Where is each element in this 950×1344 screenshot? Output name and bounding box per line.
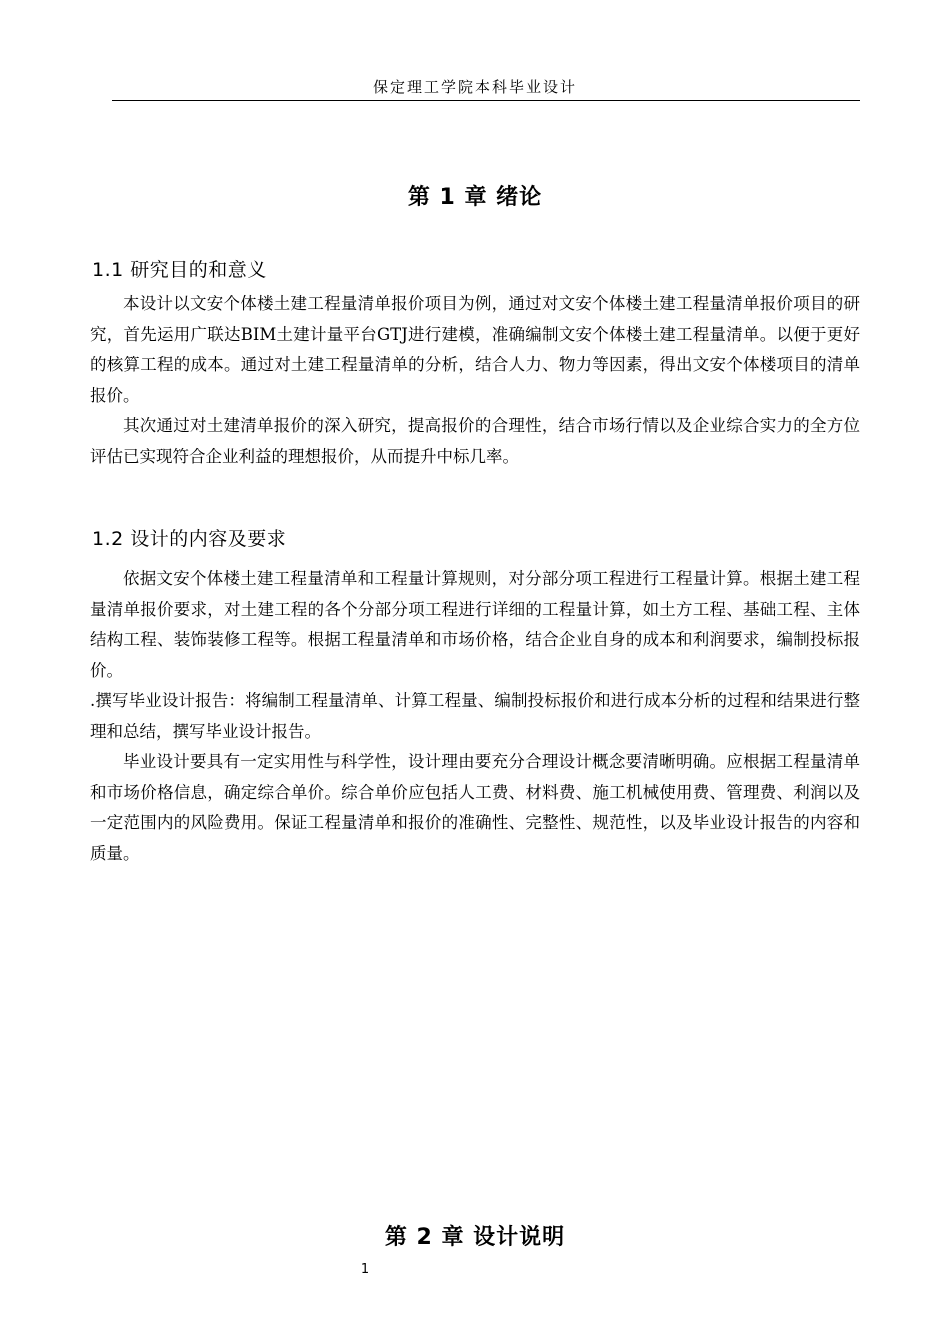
section-1-2-body	[90, 564, 860, 869]
paragraph: 依据文安个体楼土建工程量清单和工程量计算规则，对分部分项工程进行工程量计算。根据土建工程量清单报价要求，对土建工程的各个分部分项工程进行详细的工程量计算，如土方工程、基础工程、主体结构工程、装饰装修工程等。根据工程量清单和市场价格，结合企业自身的成本和利润要求，编制投标报价。	[90, 569, 860, 680]
section-1-1-body	[90, 289, 860, 472]
section-1-2-title: 1.2 设计的内容及要求	[92, 528, 287, 550]
running-header: 保定理工学院本科毕业设计	[372, 78, 577, 96]
chapter-2-title: 第 2 章 设计说明	[384, 1225, 566, 1250]
paragraph: 本设计以文安个体楼土建工程量清单报价项目为例，通过对文安个体楼土建工程量清单报价项目的研究，首先运用广联达BIM土建计量平台GTJ进行建模，准确编制文安个体楼土建工程量清单。以便于更好的核算工程的成本。通过对土建工程量清单的分析，结合人力、物力等因素，得出文安个体楼项目的清单报价。	[90, 294, 860, 405]
paragraph: .撰写毕业设计报告：将编制工程量清单、计算工程量、编制投标报价和进行成本分析的过程和结果进行整理和总结，撰写毕业设计报告。	[90, 691, 860, 741]
header-divider	[112, 100, 860, 101]
chapter-1-title: 第 1 章 绪论	[407, 185, 543, 210]
section-1-1-title: 1.1 研究目的和意义	[92, 259, 267, 281]
paragraph: 其次通过对土建清单报价的深入研究，提高报价的合理性，结合市场行情以及企业综合实力的全方位评估已实现符合企业利益的理想报价，从而提升中标几率。	[90, 416, 860, 466]
page-number: 1	[360, 1262, 370, 1277]
paragraph: 毕业设计要具有一定实用性与科学性，设计理由要充分合理设计概念要清晰明确。应根据工程量清单和市场价格信息，确定综合单价。综合单价应包括人工费、材料费、施工机械使用费、管理费、利润以及一定范围内的风险费用。保证工程量清单和报价的准确性、完整性、规范性，以及毕业设计报告的内容和质量。	[90, 752, 860, 863]
